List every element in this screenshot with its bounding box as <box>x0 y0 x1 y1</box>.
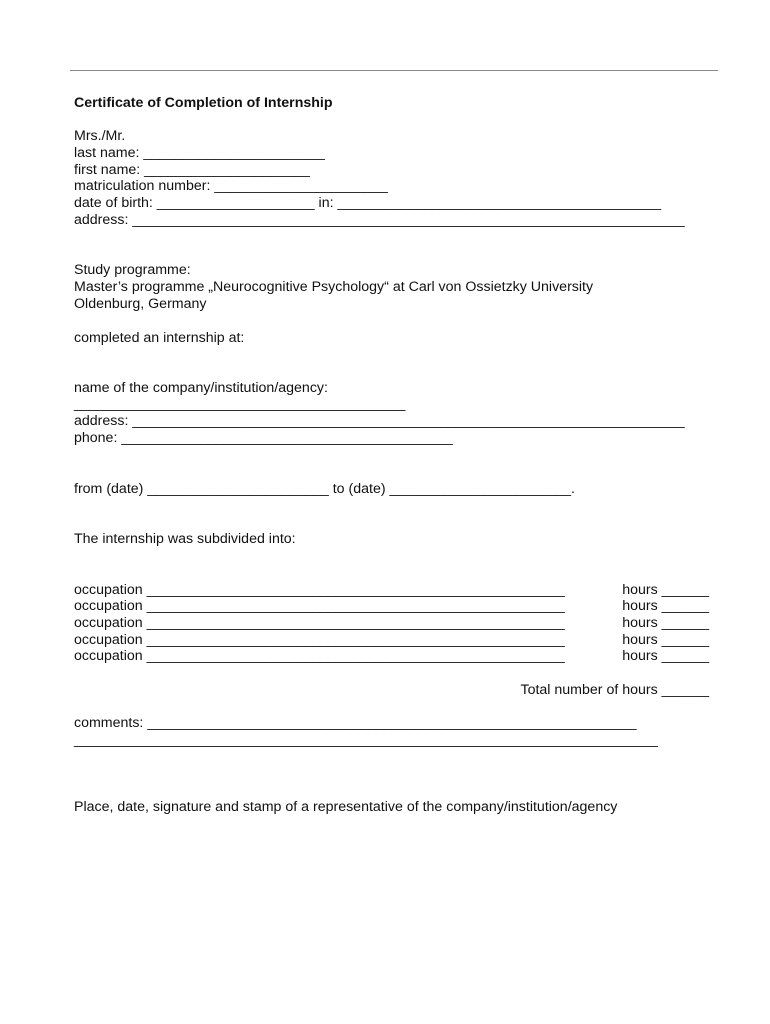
subdivided-label: The internship was subdivided into: <box>74 531 296 547</box>
total-hours-field: Total number of hours ______ <box>520 682 709 698</box>
document-title: Certificate of Completion of Internship <box>74 95 333 111</box>
last-name-field: last name: _______________________ <box>74 145 325 161</box>
company-name-field: __________________________________________ <box>74 396 406 412</box>
hours-field: hours ______ <box>622 648 709 664</box>
hours-field: hours ______ <box>622 632 709 648</box>
matriculation-field: matriculation number: ______________________ <box>74 178 388 194</box>
hours-field: hours ______ <box>622 582 709 598</box>
date-of-birth-field: date of birth: ____________________ in: _________________________________________ <box>74 195 661 211</box>
comments-field: comments: ______________________________________________________________ <box>74 715 637 731</box>
occupation-line: occupation _____________________________________________________ <box>74 632 565 648</box>
occupation-line: occupation _____________________________________________________ <box>74 648 565 664</box>
first-name-field: first name: _____________________ <box>74 162 310 178</box>
occupation-line: occupation _____________________________________________________ <box>74 582 565 598</box>
programme-line-2: Oldenburg, Germany <box>74 296 207 312</box>
company-phone-field: phone: __________________________________________ <box>74 430 453 446</box>
hours-field: hours ______ <box>622 598 709 614</box>
signature-instruction: Place, date, signature and stamp of a representative of the company/institution/agency <box>74 799 618 815</box>
programme-line-1: Master’s programme „Neurocognitive Psychology“ at Carl von Ossietzky University <box>74 279 594 295</box>
header-rule <box>70 70 718 71</box>
salutation: Mrs./Mr. <box>74 128 126 144</box>
company-address-field: address: ______________________________________________________________________ <box>74 413 685 429</box>
date-range-field: from (date) _______________________ to (date) _______________________. <box>74 481 575 497</box>
hours-field: hours ______ <box>622 615 709 631</box>
address-field: address: ______________________________________________________________________ <box>74 212 685 228</box>
comments-line-2: __________________________________________________________________________ <box>74 732 658 748</box>
occupation-line: occupation _____________________________________________________ <box>74 615 565 631</box>
completed-at-label: completed an internship at: <box>74 330 245 346</box>
occupation-line: occupation _____________________________________________________ <box>74 598 565 614</box>
study-programme-label: Study programme: <box>74 262 191 278</box>
company-name-label: name of the company/institution/agency: <box>74 380 328 396</box>
